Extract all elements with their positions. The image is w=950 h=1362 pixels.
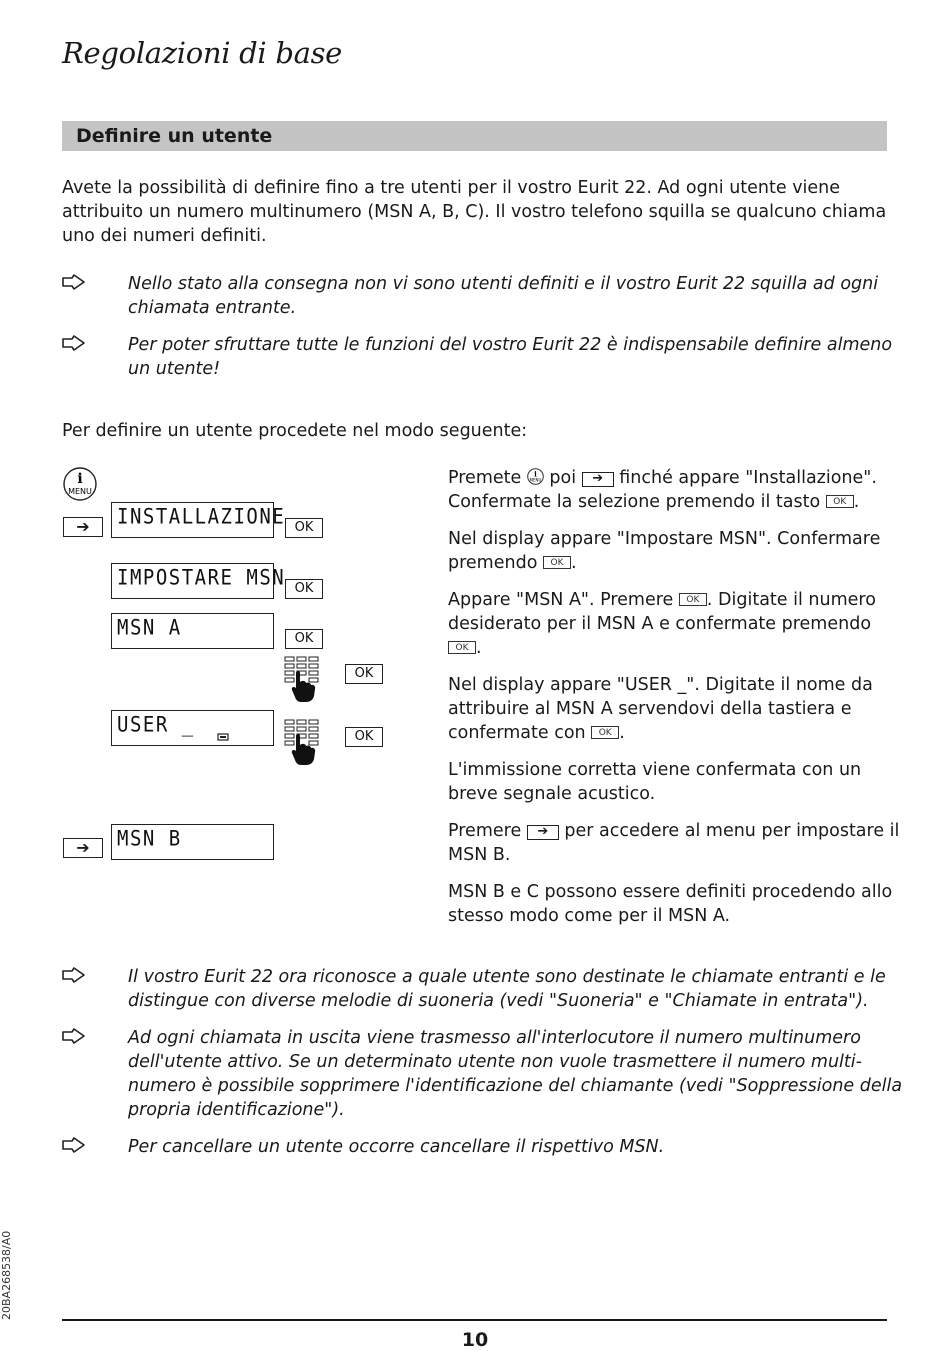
lcd-display-msn-a bbox=[111, 613, 274, 649]
note-bottom-3-line-1: Per cancellare un utente occorre cancellare il rispettivo MSN. bbox=[128, 1137, 665, 1157]
lcd-text: MSN A bbox=[117, 616, 182, 641]
inline-arrow-key: ➔ bbox=[582, 472, 614, 487]
lcd-text: INSTALLAZIONE bbox=[117, 505, 286, 530]
ok-button[interactable]: OK bbox=[285, 629, 323, 649]
inline-ok-key: OK bbox=[591, 726, 619, 739]
inline-arrow-key: ➔ bbox=[527, 825, 559, 840]
note-top-2-line-2: un utente! bbox=[128, 359, 221, 379]
step3-line-2: desiderato per il MSN A e confermate premendo bbox=[448, 614, 872, 634]
step1-line-2 bbox=[448, 490, 859, 514]
document-code: 20BA268538/A0 bbox=[0, 1230, 13, 1320]
hand-pointer-icon bbox=[62, 274, 86, 290]
step2-line-1: Nel display appare "Impostare MSN". Confermare bbox=[448, 529, 881, 549]
step-text: finché appare "Installazione". bbox=[619, 468, 877, 488]
procedure-intro: Per definire un utente procedete nel modo seguente: bbox=[62, 421, 528, 441]
hand-pointer-icon bbox=[62, 335, 86, 351]
step5-line-1: L'immissione corretta viene confermata con un bbox=[448, 760, 862, 780]
note-bottom-1-line-2: distingue con diverse melodie di suoneria (vedi "Suoneria" e "Chiamate in entrata"). bbox=[128, 991, 869, 1011]
section-heading-bar bbox=[62, 121, 887, 151]
inline-menu-i: i bbox=[534, 469, 537, 479]
note-bottom-2-line-1: Ad ogni chiamata in uscita viene trasmesso all'interlocutore il numero multinumero bbox=[128, 1028, 861, 1048]
step-text: . bbox=[619, 723, 625, 743]
ok-button[interactable]: OK bbox=[285, 579, 323, 599]
section-title: Definire un utente bbox=[76, 125, 273, 147]
menu-i-glyph: i bbox=[77, 471, 83, 487]
note-bottom-2-line-2: dell'utente attivo. Se un determinato utente non vuole trasmettere il numero multi- bbox=[128, 1052, 862, 1072]
step-text: Premere bbox=[448, 821, 522, 841]
keypad-hand-icon[interactable] bbox=[284, 719, 322, 765]
hand-pointer-icon bbox=[62, 1028, 86, 1044]
ok-button[interactable]: OK bbox=[345, 727, 383, 747]
note-bottom-1-line-1: Il vostro Eurit 22 ora riconosce a quale utente sono destinate le chiamate entranti e le bbox=[128, 967, 886, 987]
step3-line-1 bbox=[448, 588, 876, 612]
ok-button[interactable]: OK bbox=[345, 664, 383, 684]
inline-ok-key: OK bbox=[448, 641, 476, 654]
inline-menu-label: MENU bbox=[529, 477, 542, 483]
menu-label: MENU bbox=[68, 487, 92, 496]
step7-line-1: MSN B e C possono essere definiti procedendo allo bbox=[448, 882, 893, 902]
note-top-1-line-2: chiamata entrante. bbox=[128, 298, 297, 318]
note-bottom-2-line-3: numero è possibile sopprimere l'identificazione del chiamante (vedi "Soppressione della bbox=[128, 1076, 903, 1096]
hand-pointer-icon bbox=[62, 967, 86, 983]
arrow-key-button[interactable]: ➔ bbox=[63, 838, 103, 858]
step-text: premendo bbox=[448, 553, 538, 573]
menu-inline-icon bbox=[527, 468, 544, 485]
intro-line-1: Avete la possibilità di definire fino a tre utenti per il vostro Eurit 22. Ad ogni utente viene bbox=[62, 178, 841, 198]
step-text: confermate con bbox=[448, 723, 586, 743]
menu-button-icon[interactable] bbox=[63, 467, 97, 501]
step-text: Premete bbox=[448, 468, 522, 488]
lcd-display-installazione bbox=[111, 502, 286, 538]
note-bottom-2-line-4: propria identificazione"). bbox=[128, 1100, 345, 1120]
note-top-2-line-1: Per poter sfruttare tutte le funzioni del vostro Eurit 22 è indispensabile definire almeno bbox=[128, 335, 893, 355]
lcd-display-msn-b bbox=[111, 824, 274, 860]
lcd-display-impostare-msn bbox=[111, 563, 286, 599]
inline-ok-key: OK bbox=[826, 495, 854, 508]
step-text: Appare "MSN A". Premere bbox=[448, 590, 674, 610]
lcd-text: MSN B bbox=[117, 827, 182, 852]
step6-line-2: MSN B. bbox=[448, 845, 511, 865]
page-number: 10 bbox=[461, 1329, 489, 1351]
inline-ok-key: OK bbox=[679, 593, 707, 606]
ok-button[interactable]: OK bbox=[285, 518, 323, 538]
step2-line-2 bbox=[448, 551, 577, 575]
step-text: poi bbox=[549, 468, 577, 488]
step4-line-2: attribuire al MSN A servendovi della tastiera e bbox=[448, 699, 852, 719]
arrow-key-button[interactable]: ➔ bbox=[63, 517, 103, 537]
lcd-text: IMPOSTARE MSN bbox=[117, 566, 286, 591]
step-text: per accedere al menu per impostare il bbox=[564, 821, 900, 841]
step4-line-3 bbox=[448, 721, 625, 745]
battery-indicator-icon bbox=[217, 733, 229, 741]
step7-line-2: stesso modo come per il MSN A. bbox=[448, 906, 731, 926]
step6-line-1 bbox=[448, 819, 899, 843]
step4-line-1: Nel display appare "USER _". Digitate il nome da bbox=[448, 675, 873, 695]
lcd-text: USER _ bbox=[117, 713, 195, 738]
footer-rule bbox=[62, 1319, 887, 1321]
intro-line-2: attribuito un numero multinumero (MSN A, B, C). Il vostro telefono squilla se qualcuno chiama bbox=[62, 202, 887, 222]
intro-line-3: uno dei numeri definiti. bbox=[62, 226, 267, 246]
note-top-1-line-1: Nello stato alla consegna non vi sono utenti definiti e il vostro Eurit 22 squilla ad ogni bbox=[128, 274, 879, 294]
step3-line-3 bbox=[448, 636, 482, 660]
step-text: . bbox=[476, 638, 482, 658]
step5-line-2: breve segnale acustico. bbox=[448, 784, 656, 804]
keypad-hand-icon[interactable] bbox=[284, 656, 322, 702]
hand-pointer-icon bbox=[62, 1137, 86, 1153]
inline-ok-key: OK bbox=[543, 556, 571, 569]
page-header-title: Regolazioni di base bbox=[62, 36, 343, 70]
lcd-display-user bbox=[111, 710, 274, 746]
step-text: . Digitate il numero bbox=[706, 590, 876, 610]
step1-line-1 bbox=[448, 466, 877, 490]
step-text: . bbox=[853, 492, 860, 512]
step-text: Confermate la selezione premendo il tasto bbox=[448, 492, 821, 512]
step-text: . bbox=[570, 553, 577, 573]
